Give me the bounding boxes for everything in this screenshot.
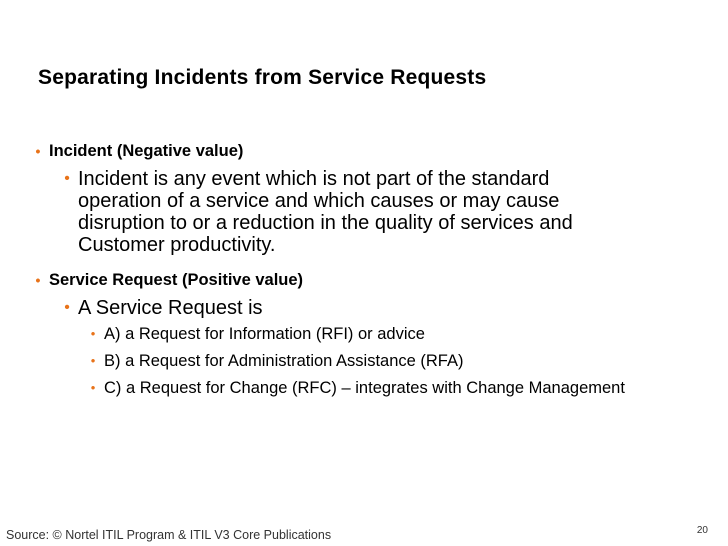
bullet-icon: •: [35, 143, 41, 159]
slide-title: Separating Incidents from Service Requests: [38, 66, 487, 89]
bullet-sub-a: [82, 324, 664, 344]
incident-heading: Incident (Negative value): [49, 142, 244, 160]
bullet-incident: [27, 141, 243, 161]
bullet-icon: •: [64, 170, 70, 187]
service-request-heading: Service Request (Positive value): [49, 271, 304, 289]
service-request-definition: A Service Request is: [78, 297, 263, 319]
bullet-icon: •: [35, 272, 41, 288]
source-citation: Source: © Nortel ITIL Program & ITIL V3 Core Publications: [6, 528, 332, 542]
bullet-service-request: [27, 270, 303, 290]
bullet-sub-c: [82, 378, 649, 398]
sub-item-b: B) a Request for Administration Assistance (RFA): [104, 352, 464, 370]
bullet-icon: •: [90, 326, 96, 341]
bullet-icon: •: [90, 353, 96, 368]
bullet-icon: •: [90, 380, 96, 395]
page-number: 20: [696, 525, 708, 536]
sub-item-c: C) a Request for Change (RFC) – integrates with Change Management: [104, 379, 625, 397]
bullet-icon: •: [64, 299, 70, 316]
bullet-sub-b: [82, 351, 664, 371]
bullet-service-request-definition: [56, 297, 638, 319]
bullet-incident-definition: [56, 168, 638, 256]
incident-definition: Incident is any event which is not part of the standard operation of a service and which causes or may cause disruption to or a reduction in the quality of services and Customer productivity.: [78, 168, 573, 256]
sub-item-a: A) a Request for Information (RFI) or advice: [104, 325, 425, 343]
